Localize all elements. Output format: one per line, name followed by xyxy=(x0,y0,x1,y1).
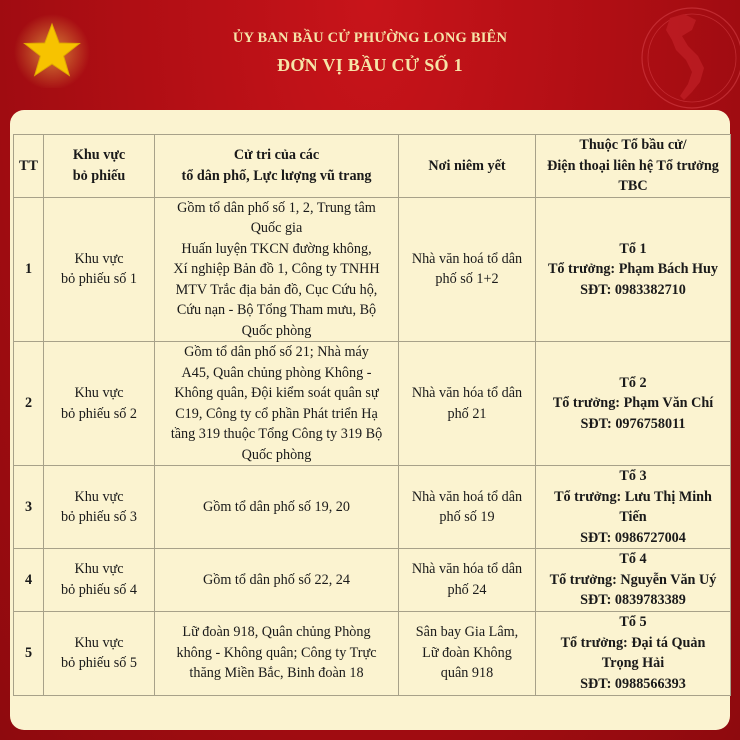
row-place: Nhà văn hoá tổ dân phố số 19 xyxy=(399,466,536,549)
content-panel xyxy=(10,110,730,730)
row-place: Sân bay Gia Lâm, Lữ đoàn Không quân 918 xyxy=(399,611,536,695)
header-area: Khu vực bỏ phiếu xyxy=(44,135,155,198)
row-voters: Gồm tổ dân phố số 1, 2, Trung tâm Quốc gia Huấn luyện TKCN đường không, Xí nghiệp Bản đồ 1, Công ty TNHH MTV Trắc địa bản đồ, Cục Cứu hộ, Cứu nạn - Bộ Tổng Tham mưu, Bộ Quốc phòng xyxy=(155,197,399,342)
row-group: Tổ 2 Tổ trưởng: Phạm Văn Chí SĐT: 0976758011 xyxy=(536,342,731,466)
table-row xyxy=(14,342,731,466)
row-area: Khu vực bỏ phiếu số 1 xyxy=(44,197,155,342)
row-group: Tổ 4 Tổ trưởng: Nguyễn Văn Uý SĐT: 0839783389 xyxy=(536,549,731,612)
row-area: Khu vực bỏ phiếu số 5 xyxy=(44,611,155,695)
header-voters: Cử tri của các tổ dân phố, Lực lượng vũ trang xyxy=(155,135,399,198)
header-group: Thuộc Tổ bầu cử/ Điện thoại liên hệ Tổ trưởng TBC xyxy=(536,135,731,198)
row-tt: 3 xyxy=(14,466,44,549)
table-row xyxy=(14,466,731,549)
row-tt: 5 xyxy=(14,611,44,695)
row-group: Tổ 1 Tổ trưởng: Phạm Bách Huy SĐT: 0983382710 xyxy=(536,197,731,342)
header xyxy=(0,30,740,76)
committee-subtitle: ỦY BAN BẦU CỬ PHƯỜNG LONG BIÊN xyxy=(232,30,508,46)
row-voters: Gồm tổ dân phố số 19, 20 xyxy=(155,466,399,549)
row-voters: Gồm tổ dân phố số 22, 24 xyxy=(155,549,399,612)
row-place: Nhà văn hóa tổ dân phố 21 xyxy=(399,342,536,466)
table-row xyxy=(14,611,731,695)
row-voters: Gồm tổ dân phố số 21; Nhà máy A45, Quân chủng phòng Không - Không quân, Đội kiểm soát quân sự C19, Công ty cổ phần Phát triển Hạ tầng 319 thuộc Tổng Công ty 319 Bộ Quốc phòng xyxy=(155,342,399,466)
table-row xyxy=(14,549,731,612)
table-row xyxy=(14,197,731,342)
row-tt: 4 xyxy=(14,549,44,612)
row-place: Nhà văn hóa tổ dân phố 24 xyxy=(399,549,536,612)
row-area: Khu vực bỏ phiếu số 4 xyxy=(44,549,155,612)
row-group: Tổ 5 Tổ trưởng: Đại tá Quản Trọng Hải SĐT: 0988566393 xyxy=(536,611,731,695)
row-area: Khu vực bỏ phiếu số 2 xyxy=(44,342,155,466)
page-title: ĐƠN VỊ BẦU CỬ SỐ 1 xyxy=(277,55,463,75)
table-header-row xyxy=(14,135,731,198)
row-tt: 2 xyxy=(14,342,44,466)
row-voters: Lữ đoàn 918, Quân chủng Phòng không - Không quân; Công ty Trực thăng Miền Bắc, Binh đoàn 18 xyxy=(155,611,399,695)
voting-units-table xyxy=(13,134,731,696)
row-tt: 1 xyxy=(14,197,44,342)
row-group: Tổ 3 Tổ trưởng: Lưu Thị Minh Tiến SĐT: 0986727004 xyxy=(536,466,731,549)
header-place: Nơi niêm yết xyxy=(399,135,536,198)
row-place: Nhà văn hoá tổ dân phố số 1+2 xyxy=(399,197,536,342)
header-tt: TT xyxy=(14,135,44,198)
row-area: Khu vực bỏ phiếu số 3 xyxy=(44,466,155,549)
